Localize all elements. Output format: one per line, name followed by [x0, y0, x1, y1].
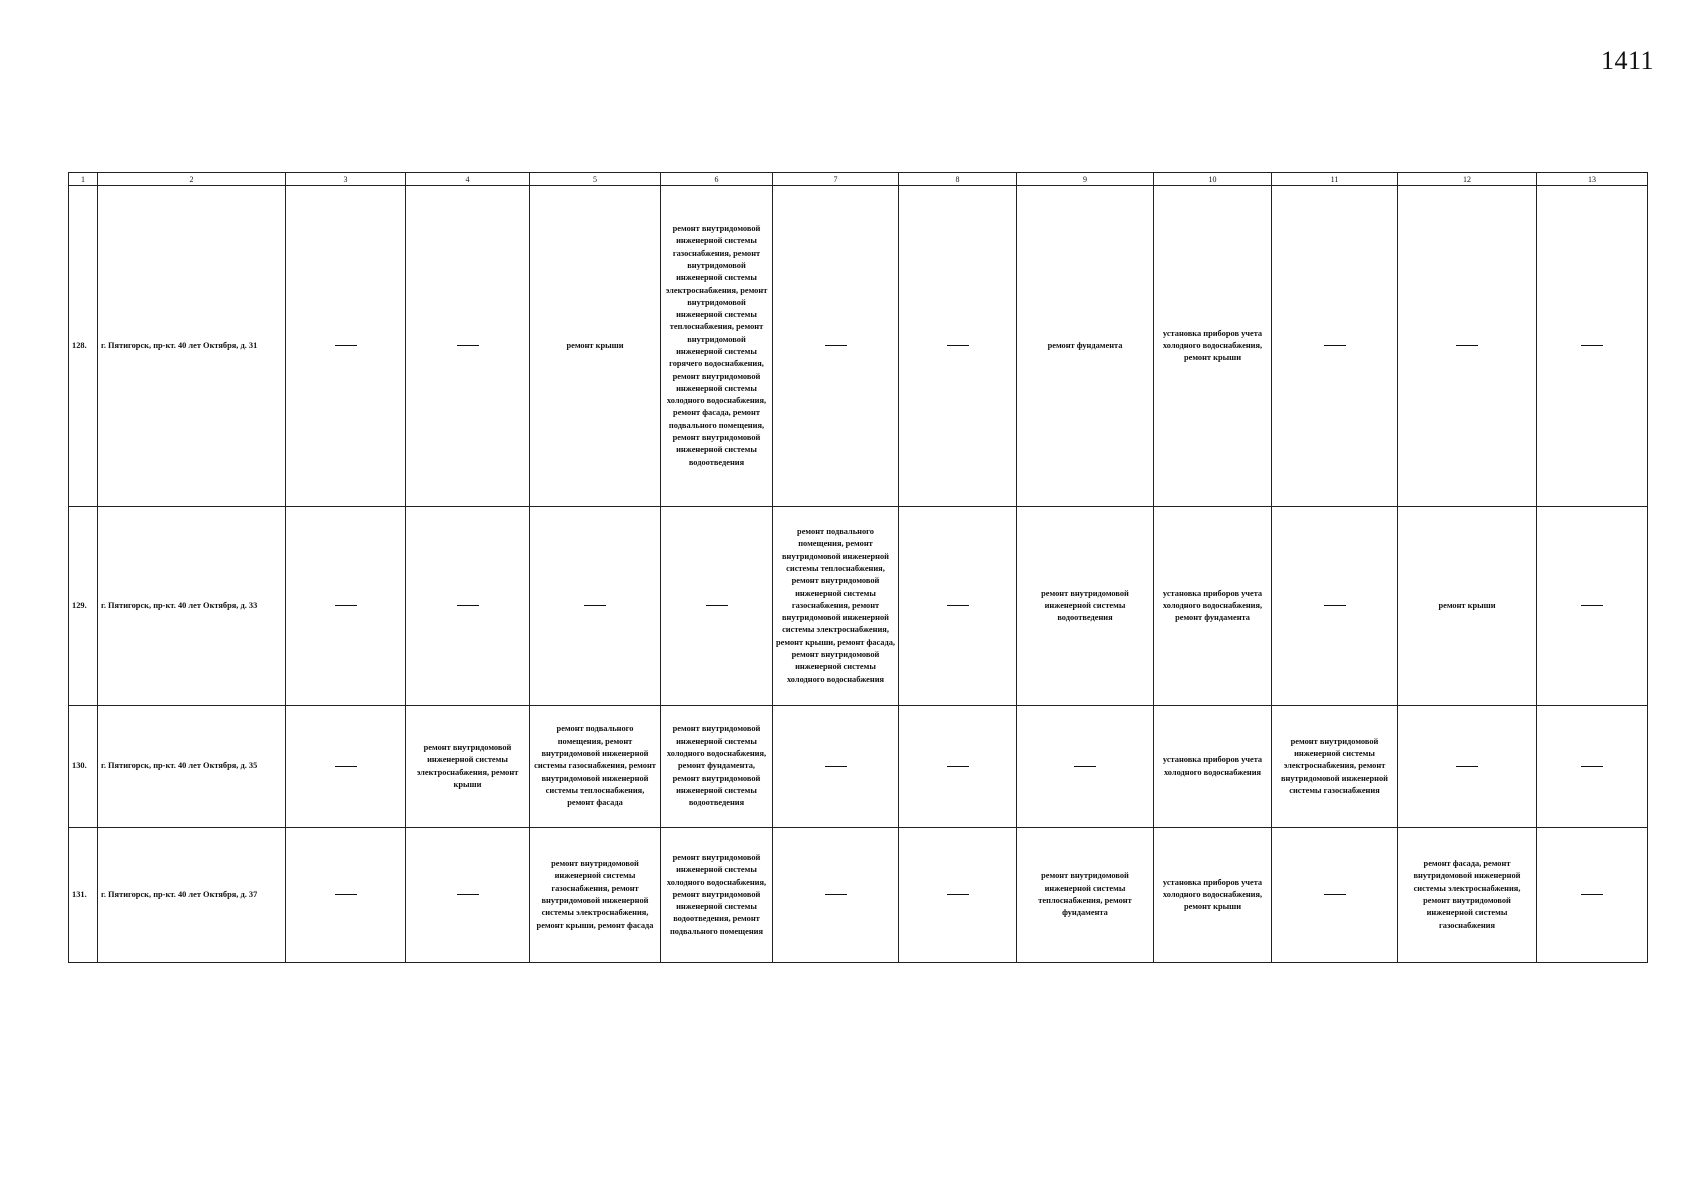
column-header: 12	[1398, 173, 1537, 186]
dash-mark	[825, 345, 847, 346]
dash-cell	[286, 507, 406, 706]
column-number-row	[69, 173, 1648, 186]
address-cell: г. Пятигорск, пр-кт. 40 лет Октября, д. 31	[98, 186, 286, 507]
dash-mark	[457, 345, 479, 346]
dash-cell	[1017, 706, 1154, 828]
dash-mark	[947, 766, 969, 767]
work-cell: ремонт внутридомовой инженерной системы электроснабжения, ремонт внутридомовой инженерной системы газоснабжения	[1272, 706, 1398, 828]
dash-mark	[1581, 605, 1603, 606]
dash-cell	[1537, 507, 1648, 706]
dash-mark	[825, 894, 847, 895]
address-cell: г. Пятигорск, пр-кт. 40 лет Октября, д. 37	[98, 828, 286, 963]
dash-mark	[706, 605, 728, 606]
page-number: 1411	[1600, 46, 1654, 75]
column-header: 7	[773, 173, 899, 186]
dash-cell	[1398, 186, 1537, 507]
table-row	[69, 706, 1648, 828]
dash-mark	[584, 605, 606, 606]
address-cell: г. Пятигорск, пр-кт. 40 лет Октября, д. 35	[98, 706, 286, 828]
dash-mark	[1581, 345, 1603, 346]
work-cell: ремонт подвального помещения, ремонт внутридомовой инженерной системы теплоснабжения, ремонт внутридомовой инженерной системы газоснабжения, ремонт внутридомовой инженерной системы электроснабжения, ремонт крыши, ремонт фасада, ремонт внутридомовой инженерной системы холодного водоснабжения	[773, 507, 899, 706]
work-cell: установка приборов учета холодного водоснабжения, ремонт крыши	[1154, 828, 1272, 963]
work-cell: ремонт крыши	[1398, 507, 1537, 706]
work-cell: ремонт фасада, ремонт внутридомовой инженерной системы электроснабжения, ремонт внутридомовой инженерной системы газоснабжения	[1398, 828, 1537, 963]
work-cell: ремонт подвального помещения, ремонт внутридомовой инженерной системы газоснабжения, ремонт внутридомовой инженерной системы теплоснабжения, ремонт фасада	[530, 706, 661, 828]
work-cell: установка приборов учета холодного водоснабжения	[1154, 706, 1272, 828]
work-cell: ремонт внутридомовой инженерной системы газоснабжения, ремонт внутридомовой инженерной системы электроснабжения, ремонт крыши, ремонт фасада	[530, 828, 661, 963]
dash-cell	[899, 507, 1017, 706]
column-header: 4	[406, 173, 530, 186]
dash-mark	[947, 894, 969, 895]
dash-cell	[1272, 507, 1398, 706]
dash-mark	[335, 894, 357, 895]
row-number: 128.	[69, 186, 98, 507]
dash-cell	[286, 828, 406, 963]
column-header: 13	[1537, 173, 1648, 186]
dash-mark	[457, 605, 479, 606]
dash-cell	[899, 706, 1017, 828]
dash-cell	[899, 186, 1017, 507]
column-header: 8	[899, 173, 1017, 186]
work-cell: ремонт фундамента	[1017, 186, 1154, 507]
column-header: 9	[1017, 173, 1154, 186]
dash-mark	[335, 605, 357, 606]
table-row	[69, 828, 1648, 963]
dash-cell	[1537, 828, 1648, 963]
column-header: 1	[69, 173, 98, 186]
work-cell: установка приборов учета холодного водоснабжения, ремонт крыши	[1154, 186, 1272, 507]
dash-mark	[1581, 894, 1603, 895]
dash-mark	[1581, 766, 1603, 767]
repair-schedule-table	[68, 172, 1648, 963]
work-cell: ремонт внутридомовой инженерной системы теплоснабжения, ремонт фундамента	[1017, 828, 1154, 963]
dash-cell	[1272, 828, 1398, 963]
column-header: 5	[530, 173, 661, 186]
dash-cell	[286, 706, 406, 828]
dash-cell	[1272, 186, 1398, 507]
dash-cell	[530, 507, 661, 706]
row-number: 129.	[69, 507, 98, 706]
work-cell: ремонт внутридомовой инженерной системы холодного водоснабжения, ремонт внутридомовой инженерной системы водоотведения, ремонт подвального помещения	[661, 828, 773, 963]
dash-mark	[1324, 345, 1346, 346]
dash-mark	[1324, 894, 1346, 895]
dash-cell	[773, 186, 899, 507]
dash-cell	[773, 706, 899, 828]
column-header: 2	[98, 173, 286, 186]
table-row	[69, 507, 1648, 706]
dash-mark	[947, 345, 969, 346]
dash-cell	[1537, 706, 1648, 828]
dash-mark	[1456, 766, 1478, 767]
dash-cell	[661, 507, 773, 706]
dash-mark	[457, 894, 479, 895]
dash-mark	[1456, 345, 1478, 346]
dash-cell	[1537, 186, 1648, 507]
column-header: 3	[286, 173, 406, 186]
work-cell: ремонт внутридомовой инженерной системы газоснабжения, ремонт внутридомовой инженерной системы электроснабжения, ремонт внутридомовой инженерной системы теплоснабжения, ремонт внутридомовой инженерной системы горячего водоснабжения, ремонт внутридомовой инженерной системы холодного водоснабжения, ремонт фасада, ремонт подвального помещения, ремонт внутридомовой инженерной системы водоотведения	[661, 186, 773, 507]
dash-cell	[1398, 706, 1537, 828]
column-header: 10	[1154, 173, 1272, 186]
work-cell: ремонт крыши	[530, 186, 661, 507]
row-number: 130.	[69, 706, 98, 828]
dash-mark	[947, 605, 969, 606]
dash-cell	[406, 186, 530, 507]
address-cell: г. Пятигорск, пр-кт. 40 лет Октября, д. 33	[98, 507, 286, 706]
column-header: 11	[1272, 173, 1398, 186]
dash-cell	[773, 828, 899, 963]
table-row	[69, 186, 1648, 507]
dash-mark	[335, 766, 357, 767]
row-number: 131.	[69, 828, 98, 963]
dash-cell	[899, 828, 1017, 963]
dash-mark	[335, 345, 357, 346]
work-cell: установка приборов учета холодного водоснабжения, ремонт фундамента	[1154, 507, 1272, 706]
dash-cell	[406, 828, 530, 963]
work-cell: ремонт внутридомовой инженерной системы холодного водоснабжения, ремонт фундамента, ремонт внутридомовой инженерной системы водоотведения	[661, 706, 773, 828]
column-header: 6	[661, 173, 773, 186]
dash-mark	[1324, 605, 1346, 606]
dash-cell	[406, 507, 530, 706]
dash-cell	[286, 186, 406, 507]
dash-mark	[1074, 766, 1096, 767]
work-cell: ремонт внутридомовой инженерной системы электроснабжения, ремонт крыши	[406, 706, 530, 828]
work-cell: ремонт внутридомовой инженерной системы водоотведения	[1017, 507, 1154, 706]
dash-mark	[825, 766, 847, 767]
